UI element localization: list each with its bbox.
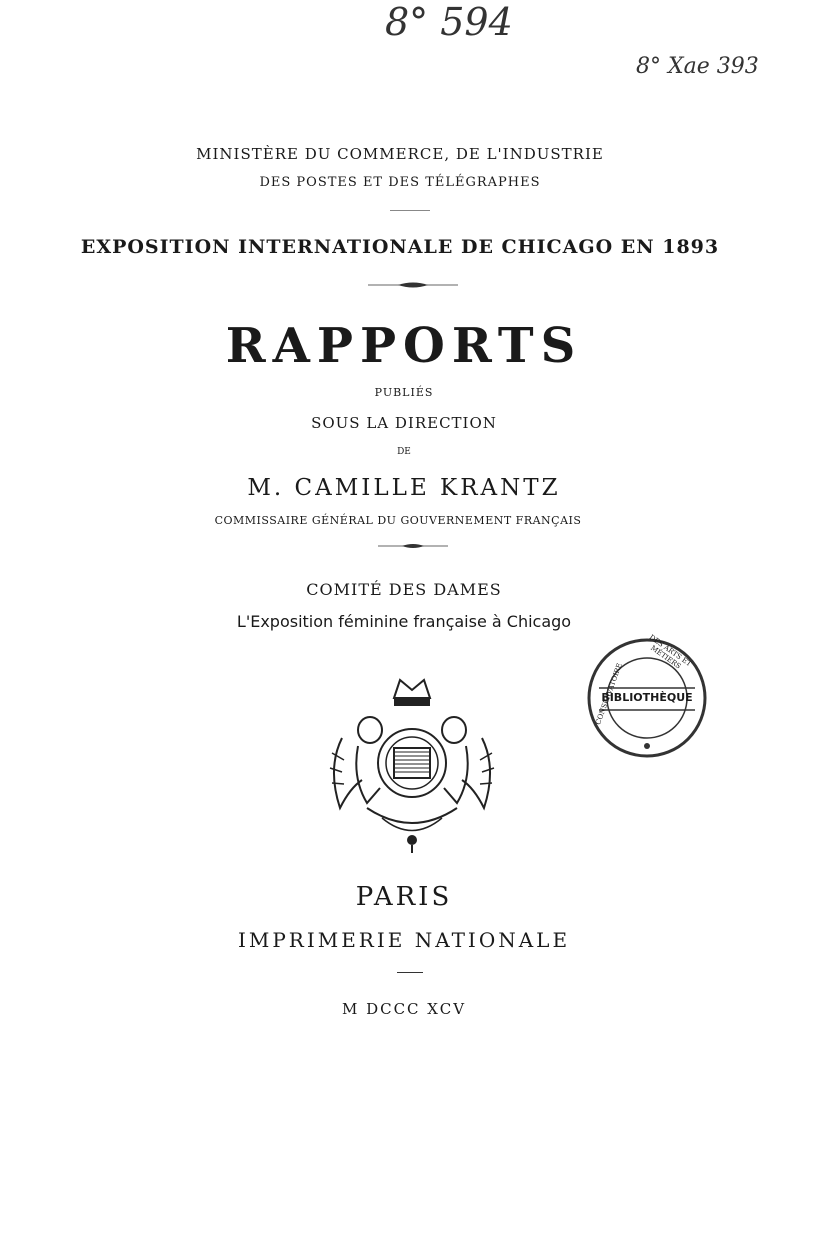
author-role: COMMISSAIRE GÉNÉRAL DU GOUVERNEMENT FRANÇAIS [214, 514, 582, 527]
imprint-year: M DCCC XCV [341, 1000, 467, 1018]
ornament-divider-1 [368, 280, 458, 290]
shelfmark-right: 8° Xae 393 [636, 54, 759, 79]
shelfmark-top: 8° 594 [385, 0, 513, 44]
ministry-line-2: DES POSTES ET DES TÉLÉGRAPHES [259, 175, 541, 190]
library-stamp [585, 633, 710, 761]
divider-imprint [397, 972, 423, 973]
author-name: M. CAMILLE KRANTZ [247, 475, 561, 501]
divider-1 [390, 210, 430, 211]
main-title: RAPPORTS [225, 318, 583, 374]
de-label: DE [397, 447, 411, 457]
committee-subtitle: L'Exposition féminine française à Chicago [236, 612, 572, 631]
stamp-top-text: DES ARTS ET MÉTIERS [647, 633, 693, 671]
committee-title: COMITÉ DES DAMES [306, 580, 502, 599]
imprint-printer: IMPRIMERIE NATIONALE [237, 928, 571, 952]
stamp-center-text: BIBLIOTHÈQUE [601, 691, 693, 704]
printer-emblem [322, 668, 502, 853]
stamp-left-text: CONSERVATOIRE [594, 662, 624, 726]
published-label: PUBLIÉS [374, 386, 434, 399]
imprint-city: PARIS [355, 882, 453, 912]
ornament-divider-2 [378, 541, 448, 551]
ministry-line-1: MINISTÈRE DU COMMERCE, DE L'INDUSTRIE [196, 145, 604, 163]
direction-label: SOUS LA DIRECTION [311, 414, 497, 432]
exposition-title: EXPOSITION INTERNATIONALE DE CHICAGO EN 1893 [80, 236, 720, 258]
